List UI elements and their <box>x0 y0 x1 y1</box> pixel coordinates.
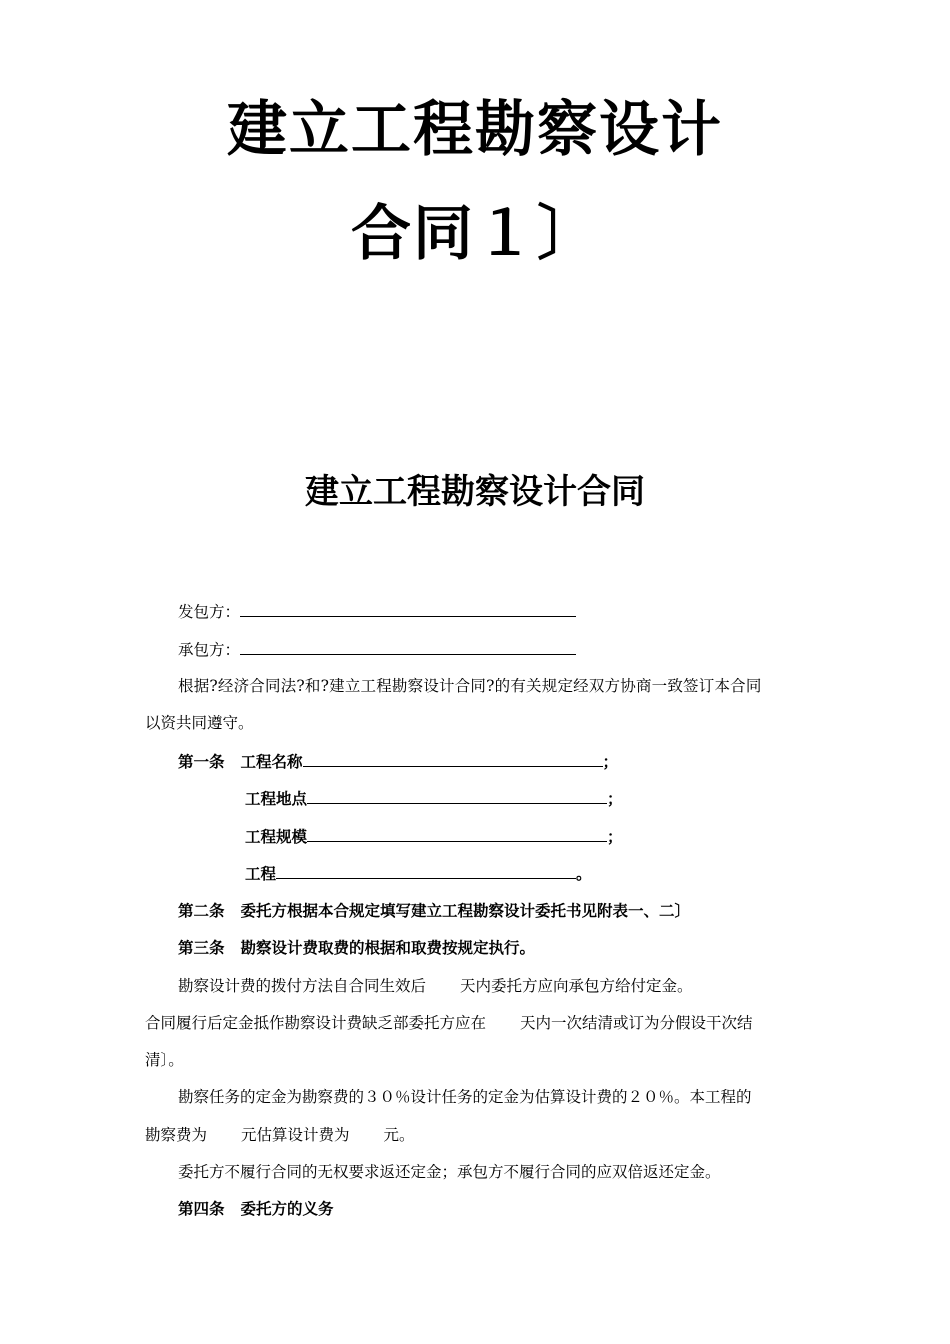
project-location-label: 工程地点 <box>245 789 308 808</box>
preamble-line1: 根据?经济合同法?和?建立工程勘察设计合同?的有关规定经双方协商一致签订本合同 <box>178 677 762 695</box>
payment-text-b: 天内委托方应向承包方给付定金。 <box>460 977 693 995</box>
project-name-blank <box>303 751 603 767</box>
party-a-label: 发包方： <box>178 603 241 621</box>
payment-line1 <box>145 976 843 996</box>
semicolon-1: ； <box>602 752 619 771</box>
payment-line3: 清〕。 <box>145 1051 184 1069</box>
article1-line3 <box>145 826 910 847</box>
article4-label: 第四条 <box>178 1199 225 1218</box>
deposit-text-a: 勘察费为 <box>145 1126 208 1144</box>
party-a-line <box>145 601 843 622</box>
deposit-text-c: 元。 <box>383 1126 415 1144</box>
article3-label: 第三条 <box>178 938 225 957</box>
deposit-line2 <box>145 1125 810 1145</box>
article2-label: 第二条 <box>178 901 225 920</box>
payment-line2 <box>145 1013 810 1033</box>
project-other-label: 工程 <box>245 864 277 883</box>
semicolon-2: ； <box>607 789 623 808</box>
contract-title: 建立工程勘察设计合同 <box>305 472 645 512</box>
preamble-line2: 以资共同遵守。 <box>145 714 254 732</box>
article1-label: 第一条 <box>178 752 225 771</box>
deposit-line1: 勘察任务的定金为勘察费的３０％设计任务的定金为估算设计费的２０％。本工程的 <box>178 1088 752 1106</box>
article2-line <box>145 901 843 921</box>
article1-line1 <box>145 751 843 772</box>
party-b-line <box>145 639 843 660</box>
payment-text-d: 天内一次结清或订为分假设干次结 <box>520 1014 753 1032</box>
article2-text: 委托方根据本合规定填写建立工程勘察设计委托书见附表一、二〕 <box>240 901 691 920</box>
party-b-label: 承包方： <box>178 641 241 659</box>
article3-line <box>145 938 843 958</box>
deposit-text-b: 元估算设计费为 <box>241 1126 350 1144</box>
project-other-blank <box>276 863 576 879</box>
article3-text: 勘察设计费取费的根据和取费按规定执行。 <box>240 938 536 957</box>
semicolon-3: ； <box>607 827 623 846</box>
default-line: 委托方不履行合同的无权要求返还定金；承包方不履行合同的应双倍返还定金。 <box>178 1163 721 1181</box>
period-1: 。 <box>576 864 592 883</box>
payment-text-c: 合同履行后定金抵作勘察设计费缺乏部委托方应在 <box>145 1014 487 1032</box>
article4-line <box>145 1199 843 1219</box>
payment-text-a: 勘察设计费的拨付方法自合同生效后 <box>178 977 427 995</box>
party-a-blank <box>240 601 576 617</box>
project-scale-blank <box>307 826 607 842</box>
party-b-blank <box>240 639 576 655</box>
cover-title-line1: 建立工程勘察设计 <box>227 95 723 165</box>
cover-title-line2: 合同１〕 <box>351 199 599 269</box>
article4-text: 委托方的义务 <box>240 1199 334 1218</box>
article1-line2 <box>145 788 910 809</box>
project-name-label: 工程名称 <box>240 752 303 771</box>
project-location-blank <box>307 788 607 804</box>
article1-line4 <box>145 863 910 884</box>
project-scale-label: 工程规模 <box>245 827 308 846</box>
